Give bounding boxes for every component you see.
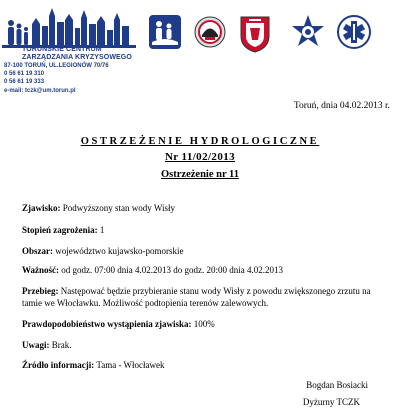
field-value: od godz. 07:00 dnia 4.02.2013 do godz. 20:00 dnia 4.02.2013 (59, 265, 283, 275)
field-value: województwo kujawsko-pomorskie (53, 246, 184, 256)
field-area (22, 245, 392, 257)
field-label: Ważność: (22, 265, 59, 275)
field-probability (22, 318, 392, 330)
family-rescue-icon (148, 14, 182, 54)
field-value: Brak. (49, 340, 72, 350)
field-threat-level (22, 224, 392, 236)
org-name (22, 46, 138, 62)
document-date: Toruń, dnia 04.02.2013 r. (293, 101, 390, 111)
org-name-line1: TORUŃSKIE CENTRUM (22, 46, 102, 53)
field-label: Obszar: (22, 246, 53, 256)
field-label: Źródło informacji: (22, 360, 95, 370)
field-value: Tama - Włocławek (94, 360, 165, 370)
phone-1: 0 56 61 19 310 (4, 71, 45, 77)
signature-role: Dyżurny TCZK (302, 397, 360, 407)
field-phenomenon (22, 202, 392, 214)
city-skyline-icon (2, 4, 138, 48)
field-value: 1 (97, 225, 105, 235)
medical-star-of-life-icon (336, 14, 370, 54)
document-number: Nr 11/02/2013 (164, 151, 236, 163)
signature-name: Bogdan Bosiacki (306, 380, 368, 390)
firefighter-helmet-icon (193, 14, 227, 54)
field-validity (22, 264, 392, 276)
field-value: 100% (191, 319, 215, 329)
email: e-mail: tczk@um.torun.pl (4, 88, 76, 94)
address: 87-100 TORUŃ, UL.LEGIONÓW 70/76 (4, 63, 109, 69)
document-title: OSTRZEŻENIE HYDROLOGICZNE (80, 136, 320, 147)
field-source (22, 359, 392, 371)
police-star-icon (291, 14, 325, 54)
org-name-line2: ZARZĄDZANIA KRYZYSOWEGO (22, 54, 132, 61)
field-label: Zjawisko: (22, 203, 61, 213)
field-label: Uwagi: (22, 340, 50, 350)
field-value: Następować będzie przybieranie stanu wody Wisły z powodu zwiększonego zrzutu na tamie we Włocławku. Możliwość podtopienia terenów zalewowych. (22, 286, 371, 308)
field-label: Stopień zagrożenia: (22, 225, 98, 235)
field-label: Przebieg: (22, 286, 59, 296)
phone-2: 0 56 61 19 333 (4, 79, 45, 85)
field-label: Prawdopodobieństwo wystąpienia zjawiska: (22, 319, 192, 329)
field-course (22, 285, 392, 309)
field-value: Podwyższony stan wody Wisły (60, 203, 175, 213)
police-crest-icon (238, 14, 272, 54)
document-subtitle: Ostrzeżenie nr 11 (161, 169, 239, 180)
field-remarks (22, 339, 392, 351)
